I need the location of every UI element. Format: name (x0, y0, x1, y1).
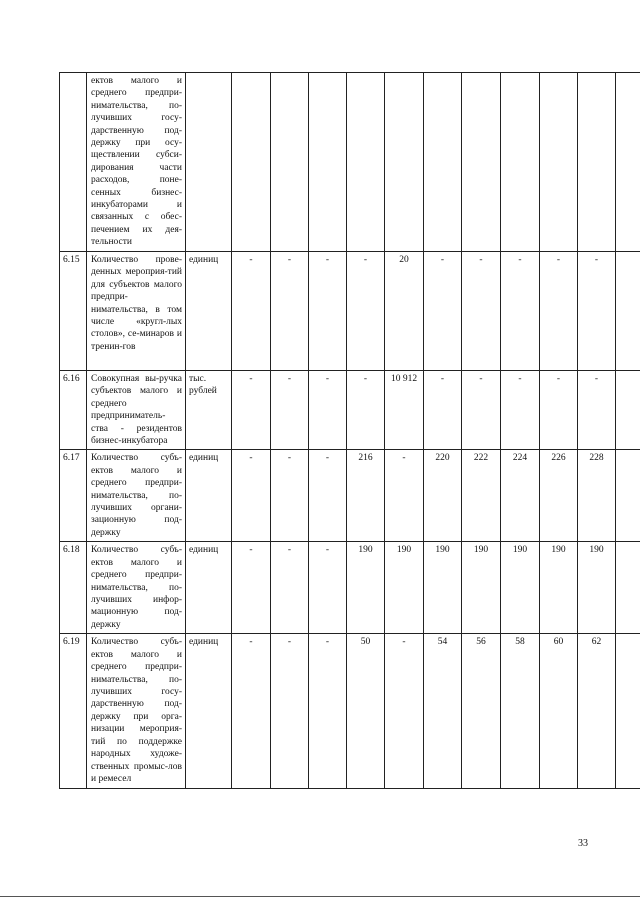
value-cell: - (232, 450, 271, 542)
value-cell: 190 (385, 542, 424, 634)
value-cell: 224 (501, 450, 540, 542)
value-cell: - (540, 252, 578, 371)
empty-cell (616, 252, 640, 371)
value-cell: - (271, 542, 309, 634)
value-cell: 60 (540, 634, 578, 789)
unit-cell (186, 73, 232, 252)
value-cell: - (347, 252, 385, 371)
value-cell: - (309, 371, 347, 450)
value-cell: - (424, 371, 462, 450)
value-cell: - (309, 634, 347, 789)
row-description-cell: ектов малого и среднего предпри-нимательства, по-лучивших госу-дарственную под-держку при осу-ществлении субси-дирования части расходов, поне-сенных бизнес-инкубаторами и связанных с обес-печением их дея-тельности (87, 73, 186, 252)
row-description-cell: Количество прове-денных мероприя-тий для субъектов малого предпри-нимательства, в том числе «кругл-лых столов», се-минаров и тренин-гов (87, 252, 186, 371)
value-cell: 58 (501, 634, 540, 789)
row-number-cell: 6.16 (60, 371, 87, 450)
value-cell: 222 (462, 450, 501, 542)
value-cell: 62 (578, 634, 616, 789)
table-row-continuation (60, 73, 640, 252)
value-cell: 228 (578, 450, 616, 542)
value-cell: - (578, 252, 616, 371)
row-number-cell (60, 73, 87, 252)
unit-cell: единиц (186, 634, 232, 789)
value-cell: 10 912 (385, 371, 424, 450)
value-cell: 54 (424, 634, 462, 789)
value-cell: - (462, 371, 501, 450)
value-cell: 50 (347, 634, 385, 789)
value-cell: - (309, 450, 347, 542)
row-description-cell: Количество субъ-ектов малого и среднего предпри-нимательства, по-лучивших инфор-мационную под-держку (87, 542, 186, 634)
value-cell: 56 (462, 634, 501, 789)
table-row (60, 252, 640, 371)
table-row (60, 450, 640, 542)
value-cell: 190 (347, 542, 385, 634)
row-number-cell: 6.15 (60, 252, 87, 371)
value-cell: - (232, 371, 271, 450)
row-description-cell: Количество субъ-ектов малого и среднего предпри-нимательства, по-лучивших органи-зационную под-держку (87, 450, 186, 542)
value-cell: 190 (578, 542, 616, 634)
value-cell: - (271, 450, 309, 542)
unit-cell: единиц (186, 450, 232, 542)
row-description-cell: Количество субъ-ектов малого и среднего предпри-нимательства, по-лучивших госу-дарственную под-держку при орга-низации мероприя-тий по поддержке народных художе-ственных промыс-лов и ремесел (87, 634, 186, 789)
value-cell: - (385, 634, 424, 789)
value-cell: - (271, 371, 309, 450)
value-cell: - (232, 634, 271, 789)
value-cell: - (309, 252, 347, 371)
value-cell: - (501, 252, 540, 371)
value-cell: 216 (347, 450, 385, 542)
value-cell: - (501, 371, 540, 450)
value-cell: - (232, 252, 271, 371)
value-cell: - (462, 252, 501, 371)
value-cell: - (578, 371, 616, 450)
value-cell: - (232, 542, 271, 634)
row-description-cell: Совокупная вы-ручка субъектов малого и среднего предприниматель-ства - резидентов бизнес-инкубатора (87, 371, 186, 450)
value-cell: 190 (501, 542, 540, 634)
row-number-cell: 6.17 (60, 450, 87, 542)
table-row (60, 634, 640, 789)
value-cell: - (385, 450, 424, 542)
value-cell: 190 (424, 542, 462, 634)
value-cell: - (271, 634, 309, 789)
value-cell: 190 (462, 542, 501, 634)
value-cell: 220 (424, 450, 462, 542)
footer-divider (0, 896, 640, 897)
empty-cell (616, 542, 640, 634)
value-cell: 20 (385, 252, 424, 371)
table-row (60, 542, 640, 634)
unit-cell: тыс. рублей (186, 371, 232, 450)
value-cell: - (347, 371, 385, 450)
value-cell: 190 (540, 542, 578, 634)
row-number-cell: 6.19 (60, 634, 87, 789)
empty-cell (616, 371, 640, 450)
unit-cell: единиц (186, 542, 232, 634)
value-cell: - (540, 371, 578, 450)
empty-cell (616, 450, 640, 542)
value-cell: - (271, 252, 309, 371)
table-row (60, 371, 640, 450)
value-cell: - (424, 252, 462, 371)
unit-cell: единиц (186, 252, 232, 371)
indicators-table (59, 72, 640, 789)
value-cell: 226 (540, 450, 578, 542)
empty-cell (616, 634, 640, 789)
row-number-cell: 6.18 (60, 542, 87, 634)
value-cell: - (309, 542, 347, 634)
page-number: 33 (578, 838, 588, 849)
